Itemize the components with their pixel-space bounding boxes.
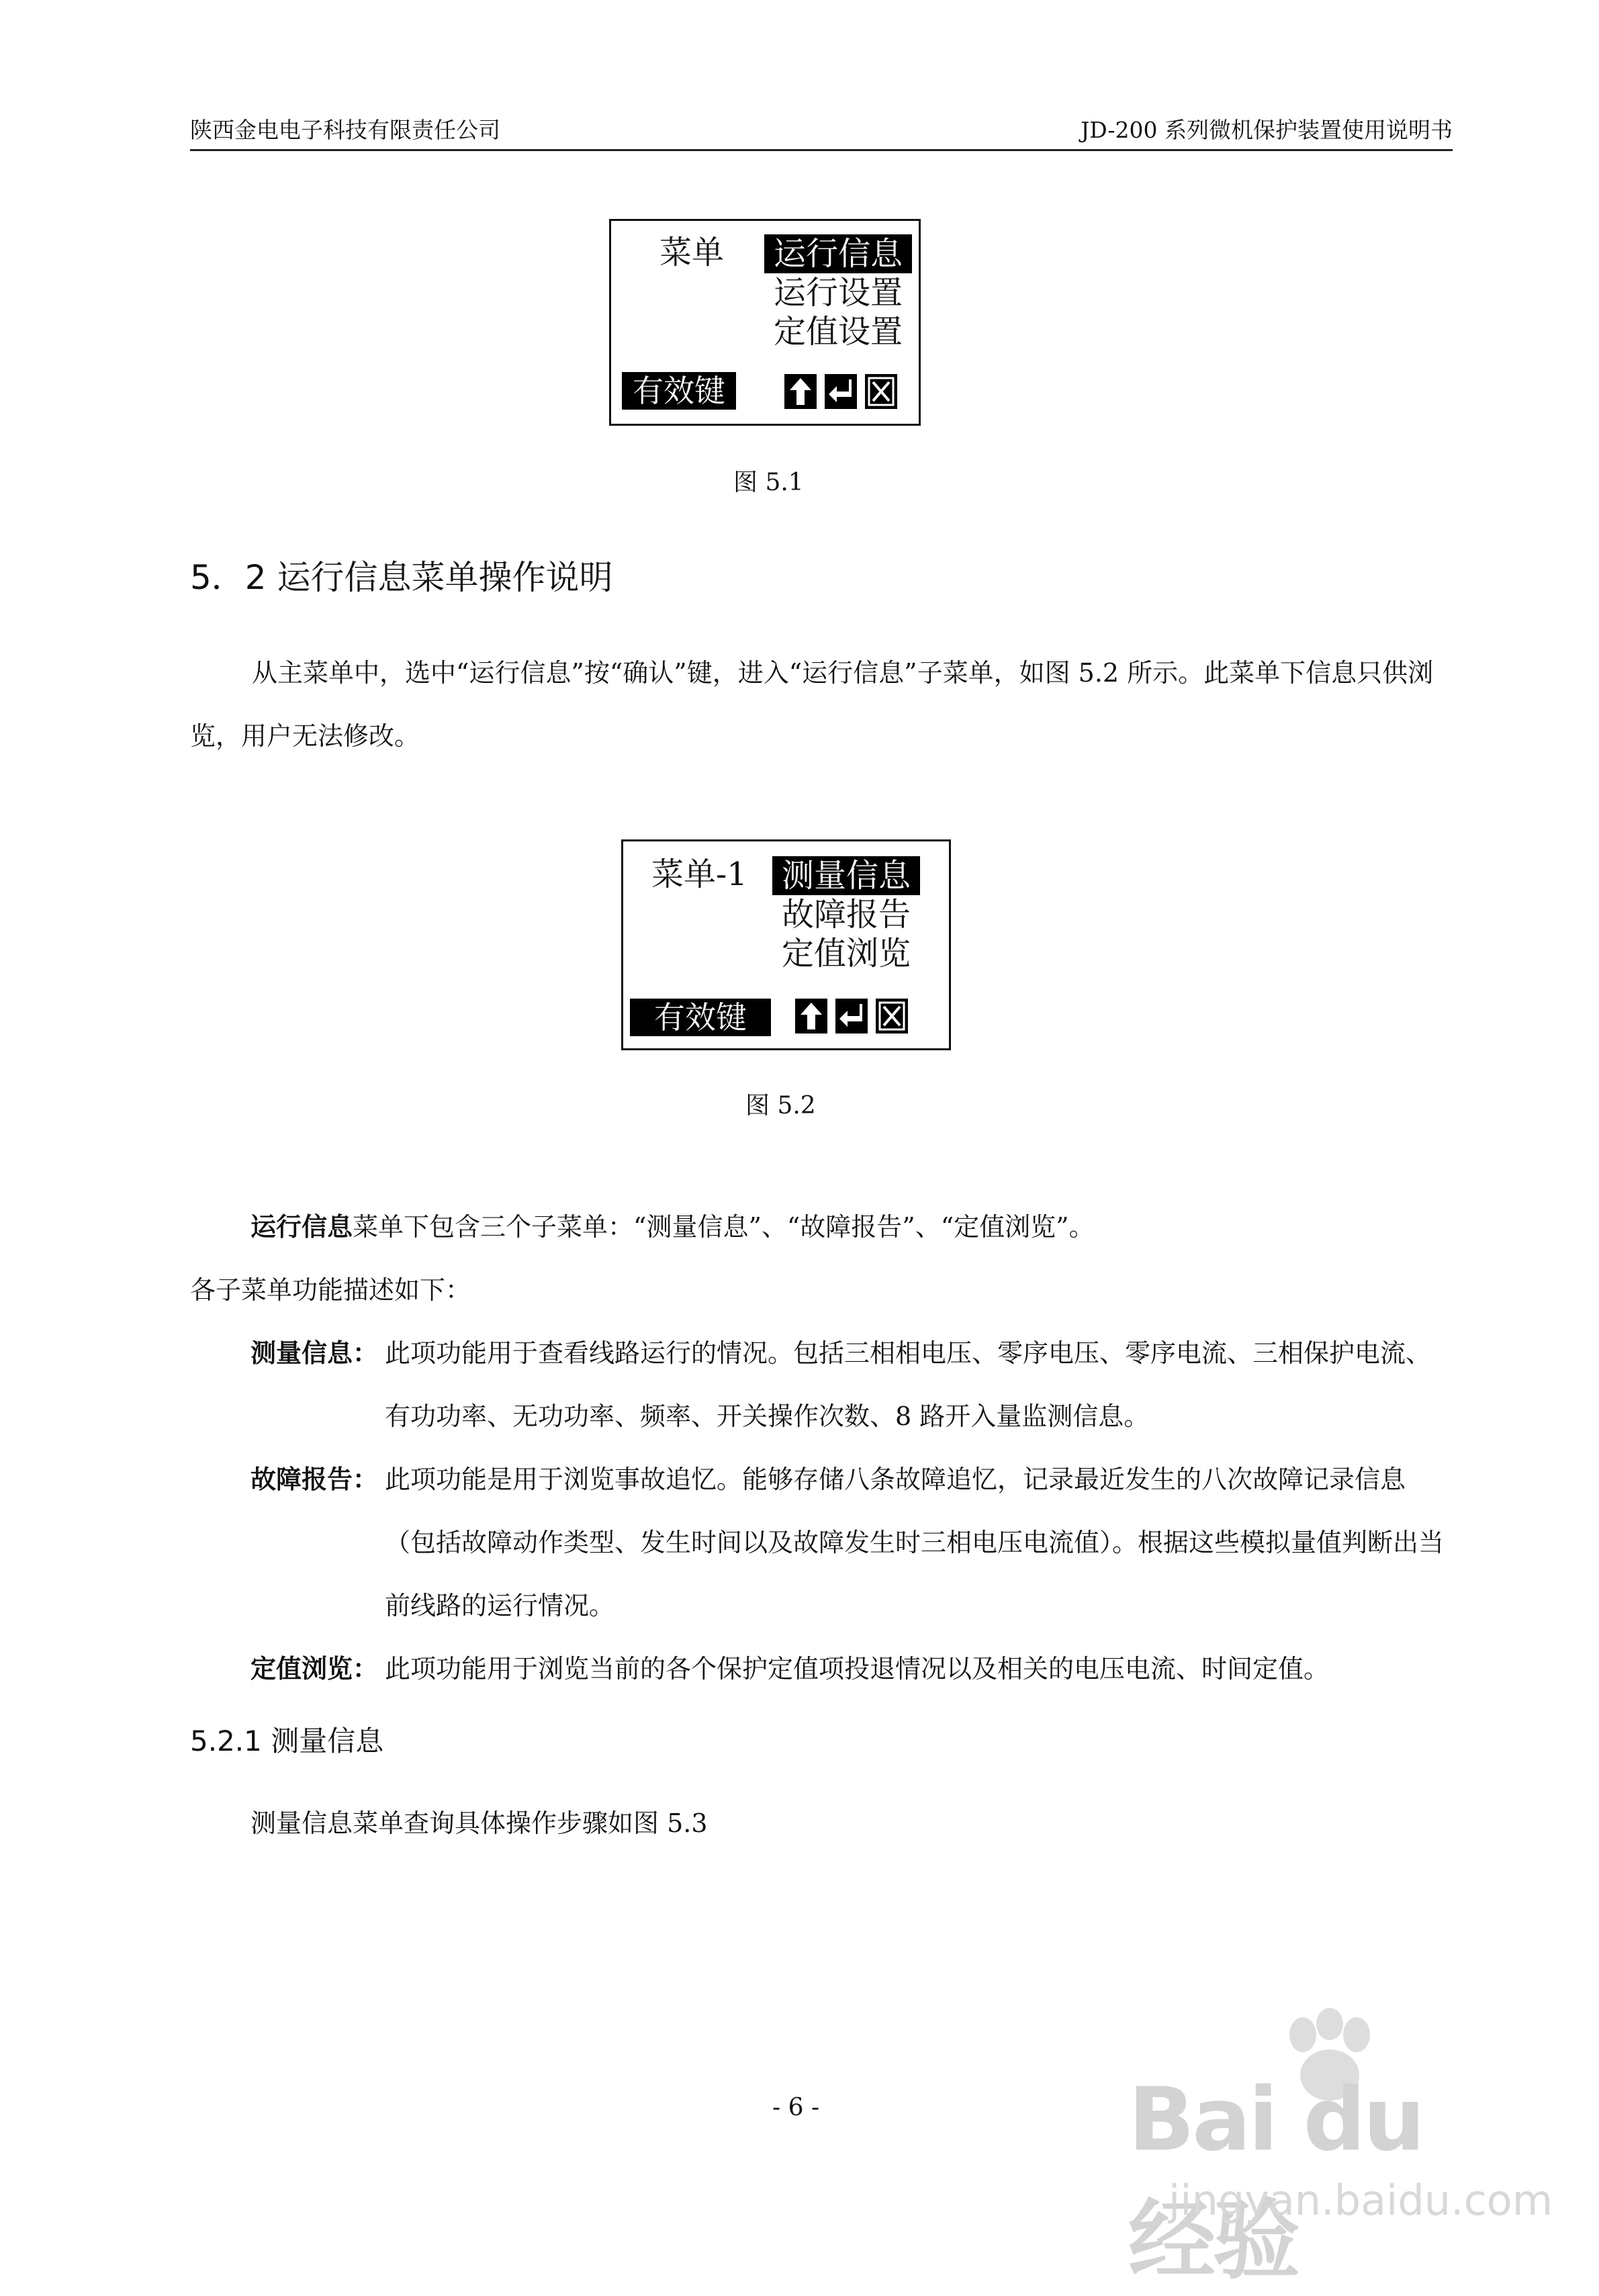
lcd-figure-5-2 xyxy=(621,839,951,1050)
valid-keys-label: 有效键 xyxy=(622,372,736,410)
cancel-icon[interactable] xyxy=(876,999,908,1034)
cancel-icon[interactable] xyxy=(865,374,897,409)
term-label: 定值浏览： xyxy=(250,1654,379,1684)
term-setting-browse xyxy=(250,1637,1453,1700)
submenu-intro-bold: 运行信息 xyxy=(250,1212,353,1242)
lcd-menu-item[interactable]: 故障报告 xyxy=(782,896,911,933)
figure-caption: 图 5.1 xyxy=(733,469,804,496)
lcd-menu-item[interactable]: 定值设置 xyxy=(774,313,903,351)
lcd-menu-item-selected[interactable]: 测量信息 xyxy=(772,856,920,895)
header-manual-title: JD-200 系列微机保护装置使用说明书 xyxy=(1081,117,1453,143)
page-header xyxy=(190,113,1453,151)
lcd-menu-title: 菜单 xyxy=(659,234,725,271)
lcd-keys xyxy=(784,374,897,409)
term-body: 此项功能是用于浏览事故追忆。能够存储八条故障追忆，记录最近发生的八次故障记录信息（包括故障动作类型、发生时间以及故障发生时三相电压电流值）。根据这些模拟量值判断出当前线路的运行情况。 xyxy=(385,1465,1445,1620)
submenu-intro-text: 菜单下包含三个子菜单：“测量信息”、“故障报告”、“定值浏览”。 xyxy=(353,1212,1095,1242)
baidu-jingyan-watermark xyxy=(1128,2008,1553,2291)
figure-caption: 图 5.2 xyxy=(745,1092,816,1119)
term-measurement-info xyxy=(250,1322,1453,1448)
body-paragraph: 从主菜单中，选中“运行信息”按“确认”键，进入“运行信息”子菜单，如图 5.2 所示。此菜单下信息只供浏览，用户无法修改。 xyxy=(190,658,1434,751)
section-heading: 5．2 运行信息菜单操作说明 xyxy=(190,558,613,597)
page-number: - 6 - xyxy=(772,2094,820,2121)
watermark-url: jingyan.baidu.com xyxy=(1169,2176,1553,2225)
lcd-keys xyxy=(795,999,908,1034)
up-arrow-icon[interactable] xyxy=(795,999,827,1034)
enter-icon[interactable] xyxy=(825,374,857,409)
submenu-intro xyxy=(250,1195,1453,1258)
subsection-heading: 5.2.1 测量信息 xyxy=(190,1725,384,1757)
term-label: 故障报告： xyxy=(250,1465,379,1494)
body-paragraph: 测量信息菜单查询具体操作步骤如图 5.3 xyxy=(250,1808,708,1838)
lcd-figure-5-1 xyxy=(609,219,921,426)
term-label: 测量信息： xyxy=(250,1338,379,1368)
valid-keys-label: 有效键 xyxy=(630,999,771,1036)
header-company: 陕西金电电子科技有限责任公司 xyxy=(190,117,500,143)
lcd-menu-item[interactable]: 定值浏览 xyxy=(782,935,911,972)
term-body: 此项功能用于浏览当前的各个保护定值项投退情况以及相关的电压电流、时间定值。 xyxy=(385,1654,1330,1684)
lcd-menu-title: 菜单-1 xyxy=(651,856,747,893)
watermark-logo-text: Bai du 经验 xyxy=(1128,2068,1423,2291)
submenu-intro-line2: 各子菜单功能描述如下： xyxy=(190,1275,471,1305)
lcd-menu-item[interactable]: 运行设置 xyxy=(774,274,903,312)
term-fault-report xyxy=(250,1448,1453,1637)
lcd-menu-item-selected[interactable]: 运行信息 xyxy=(764,234,912,273)
up-arrow-icon[interactable] xyxy=(784,374,817,409)
enter-icon[interactable] xyxy=(835,999,868,1034)
term-body: 此项功能用于查看线路运行的情况。包括三相相电压、零序电压、零序电流、三相保护电流、有功功率、无功功率、频率、开关操作次数、8 路开入量监测信息。 xyxy=(385,1338,1432,1431)
